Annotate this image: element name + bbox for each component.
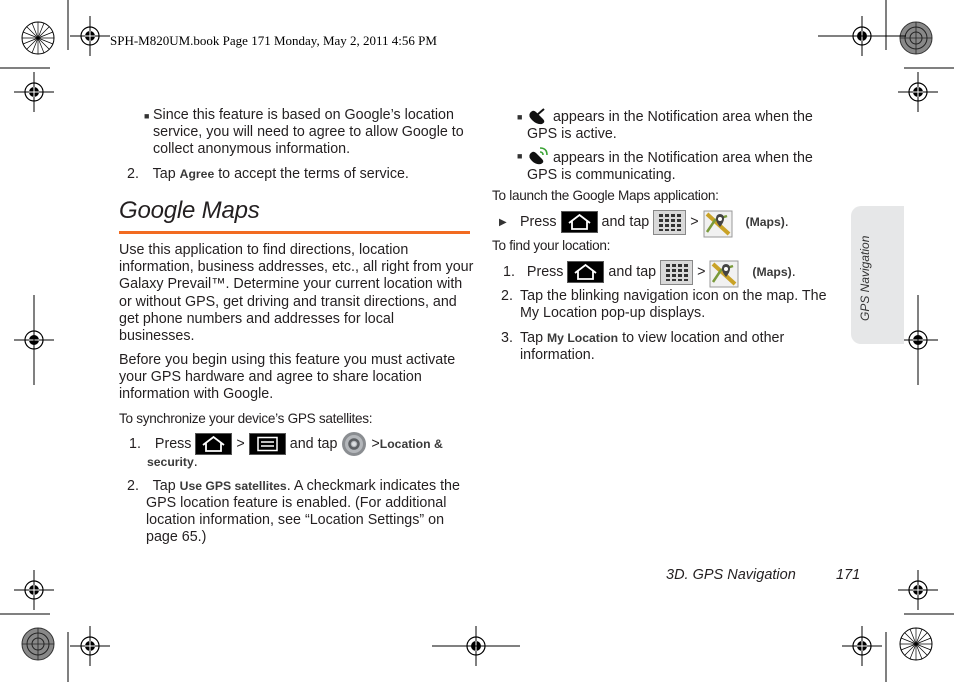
location-security-term: Location & [379,437,443,451]
use-gps-term: Use GPS satellites [179,479,287,493]
agree-term: Agree [179,167,215,181]
settings-icon [341,431,367,457]
bullet-gps-active: appears in the Notification area when the GPS is active. [527,109,813,143]
bullet-marker: ■ [517,151,523,161]
bullet-marker: ■ [144,111,150,121]
find-step-1: 1. Press and tap > (Maps). [503,258,796,286]
maps-term: (Maps) [752,265,792,279]
home-icon [561,211,598,233]
find-lead: To find your location: [492,238,611,253]
intro-paragraph: Use this application to find directions, location information, business addresses, etc., all right from your Galaxy Prevail™. Determine your current location with or without GPS, get driving and transit directions, and get phone numbers and addresses for local businesses. [119,242,474,345]
my-location-term: My Location [547,331,619,345]
home-icon [567,261,604,283]
launch-lead: To launch the Google Maps application: [492,188,719,203]
arrow-bullet-icon: ▶ [499,217,507,228]
find-step-3-text: Tap My Location to view location and other information. [520,330,785,364]
bullet-google-agreement: Since this feature is based on Google’s location service, you will need to agree to allow Google to collect anonymous information. [153,107,464,158]
bullet-gps-communicating: appears in the Notification area when the GPS is communicating. [527,146,813,184]
sync-step-2: 2. Tap Use GPS satellites. A checkmark indicates the [127,478,460,494]
page-number: 171 [836,567,861,583]
gps-communicating-icon [527,146,549,166]
maps-term: (Maps) [745,215,785,229]
footer-section: 3D. GPS Navigation [666,567,796,583]
sync-step-2-cont: GPS location feature is enabled. (For additional location information, see “Location Settings” on page 65.) [146,495,447,546]
find-step-2: 2. [501,288,513,304]
app-grid-icon [660,260,693,285]
book-header: SPH-M820UM.book Page 171 Monday, May 2, 2011 4:56 PM [110,33,437,48]
app-grid-icon [653,210,686,235]
section-title: Google Maps [119,197,260,224]
gps-active-icon [527,107,549,125]
title-rule [119,231,470,234]
sync-step-1-cont: security. [147,454,198,470]
find-step-3: 3. [501,330,513,346]
launch-step: Press and tap > (Maps). [520,208,789,236]
sync-step-1: 1. Press > and tap >Location & [129,431,443,457]
step-agree: 2. Tap Agree to accept the terms of service. [127,166,409,182]
menu-icon [249,433,286,455]
maps-icon [703,210,736,235]
activation-paragraph: Before you begin using this feature you must activate your GPS hardware and agree to share location information with Google. [119,352,456,403]
maps-icon [709,260,742,285]
find-step-2-text: Tap the blinking navigation icon on the map. The My Location pop-up displays. [520,288,827,322]
sync-lead: To synchronize your device’s GPS satellites: [119,411,373,426]
bullet-marker: ■ [517,112,523,122]
chapter-tab-label: GPS Navigation [858,235,872,321]
home-icon [195,433,232,455]
